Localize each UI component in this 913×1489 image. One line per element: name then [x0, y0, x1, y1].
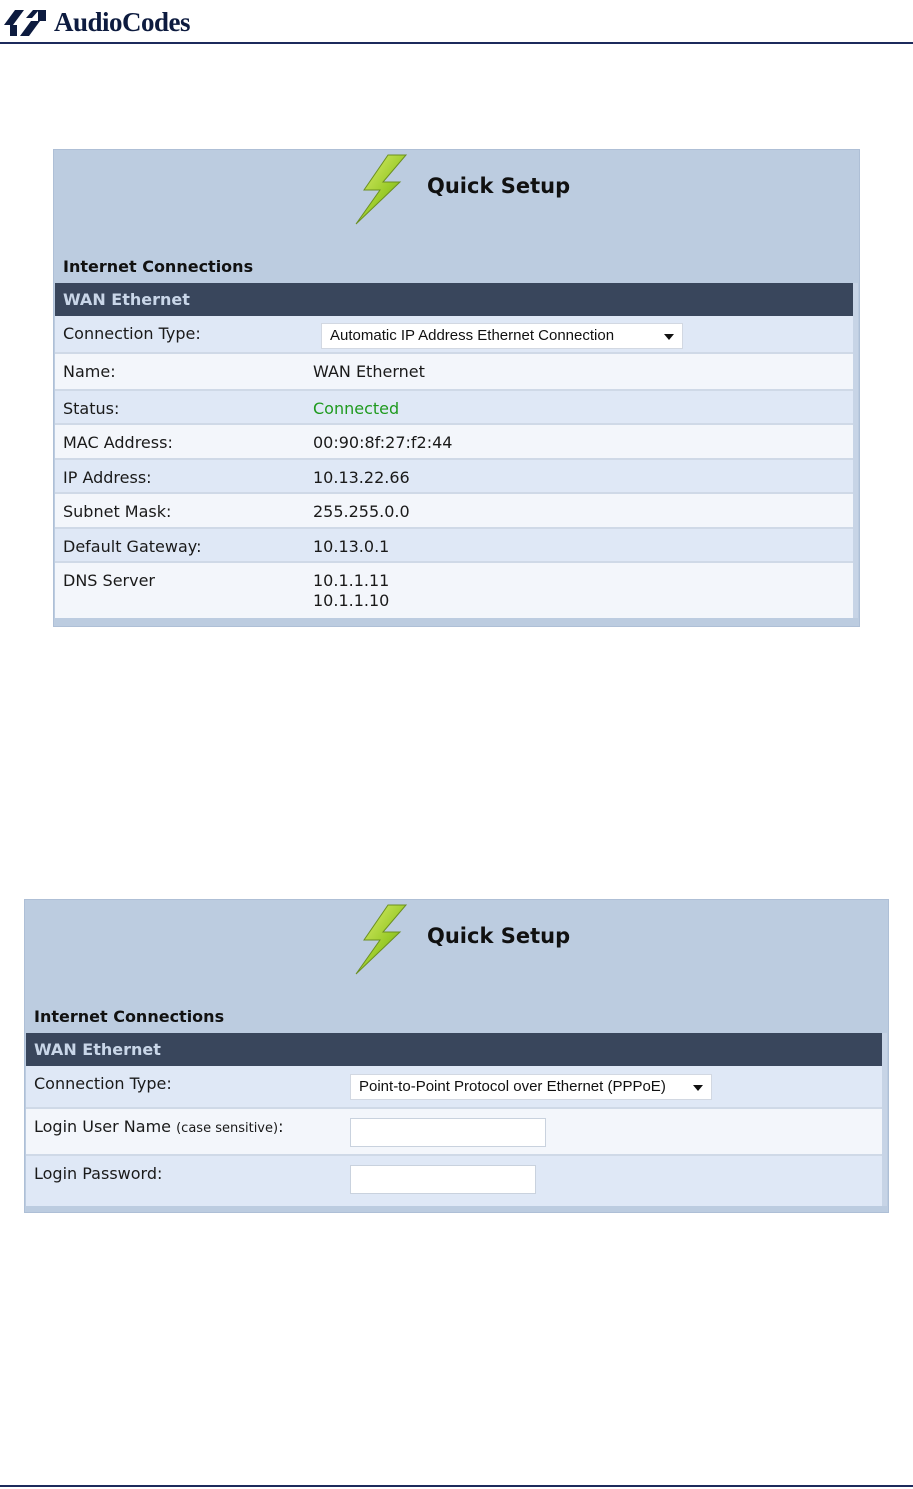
- name-label: Name:: [63, 362, 116, 381]
- login-user-name-text: Login User Name: [34, 1117, 172, 1136]
- quick-setup-panel-pppoe: [24, 899, 889, 1213]
- login-user-name-label: [34, 1117, 283, 1136]
- default-gateway-label: Default Gateway:: [63, 537, 202, 556]
- status-row: [55, 391, 853, 425]
- panel-header: [25, 900, 888, 978]
- connection-type-select[interactable]: [321, 323, 683, 349]
- audiocodes-logo-icon: [2, 5, 54, 39]
- table-header: WAN Ethernet: [26, 1033, 882, 1066]
- header-rule: [0, 42, 913, 44]
- ip-address-row: [55, 460, 853, 494]
- login-password-row: [26, 1156, 882, 1206]
- status-label: Status:: [63, 399, 120, 418]
- login-password-input[interactable]: [350, 1165, 536, 1194]
- chevron-down-icon: [693, 1085, 703, 1091]
- mac-address-value: 00:90:8f:27:f2:44: [313, 433, 453, 452]
- wan-ethernet-table: [26, 1033, 887, 1206]
- ip-address-value: 10.13.22.66: [313, 468, 410, 487]
- status-value: Connected: [313, 399, 400, 418]
- subnet-mask-label: Subnet Mask:: [63, 502, 172, 521]
- connection-type-select[interactable]: [350, 1074, 712, 1100]
- quick-setup-panel-automatic-ip: [53, 149, 860, 627]
- mac-address-row: [55, 425, 853, 460]
- lightning-bolt-icon: [350, 152, 414, 226]
- brand-name: AudioCodes: [54, 7, 191, 37]
- connection-type-label: Connection Type:: [63, 324, 201, 343]
- document-header: [0, 0, 913, 44]
- login-user-name-input[interactable]: [350, 1118, 546, 1147]
- dns-server-secondary: 10.1.1.10: [313, 591, 390, 610]
- subnet-mask-row: [55, 494, 853, 529]
- panel-title: Quick Setup: [427, 924, 571, 948]
- case-sensitive-note: (case sensitive): [176, 1121, 279, 1136]
- name-row: [55, 354, 853, 391]
- login-user-name-row: [26, 1109, 882, 1156]
- default-gateway-value: 10.13.0.1: [313, 537, 390, 556]
- ip-address-label: IP Address:: [63, 468, 152, 487]
- wan-ethernet-table: [55, 283, 858, 618]
- dns-server-label: DNS Server: [63, 571, 155, 590]
- section-label: Internet Connections: [34, 1007, 225, 1026]
- chevron-down-icon: [664, 334, 674, 340]
- mac-address-label: MAC Address:: [63, 433, 173, 452]
- connection-type-selected: Automatic IP Address Ethernet Connection: [330, 327, 615, 344]
- connection-type-selected: Point-to-Point Protocol over Ethernet (PPPoE): [359, 1078, 666, 1095]
- panel-title: Quick Setup: [427, 174, 571, 198]
- table-header: WAN Ethernet: [55, 283, 853, 316]
- dns-server-row: [55, 563, 853, 618]
- panel-header: [54, 150, 859, 228]
- login-user-name-colon: :: [278, 1117, 284, 1136]
- lightning-bolt-icon: [350, 902, 414, 976]
- default-gateway-row: [55, 529, 853, 563]
- dns-server-primary: 10.1.1.11: [313, 571, 390, 590]
- section-label: Internet Connections: [63, 257, 254, 276]
- connection-type-row: [26, 1066, 882, 1109]
- login-password-label: Login Password:: [34, 1164, 163, 1183]
- audiocodes-logo: [2, 5, 190, 39]
- connection-type-row: [55, 316, 853, 354]
- subnet-mask-value: 255.255.0.0: [313, 502, 410, 521]
- name-value: WAN Ethernet: [313, 362, 425, 381]
- connection-type-label: Connection Type:: [34, 1074, 172, 1093]
- dns-server-values: [313, 571, 389, 611]
- footer-rule: [0, 1485, 913, 1487]
